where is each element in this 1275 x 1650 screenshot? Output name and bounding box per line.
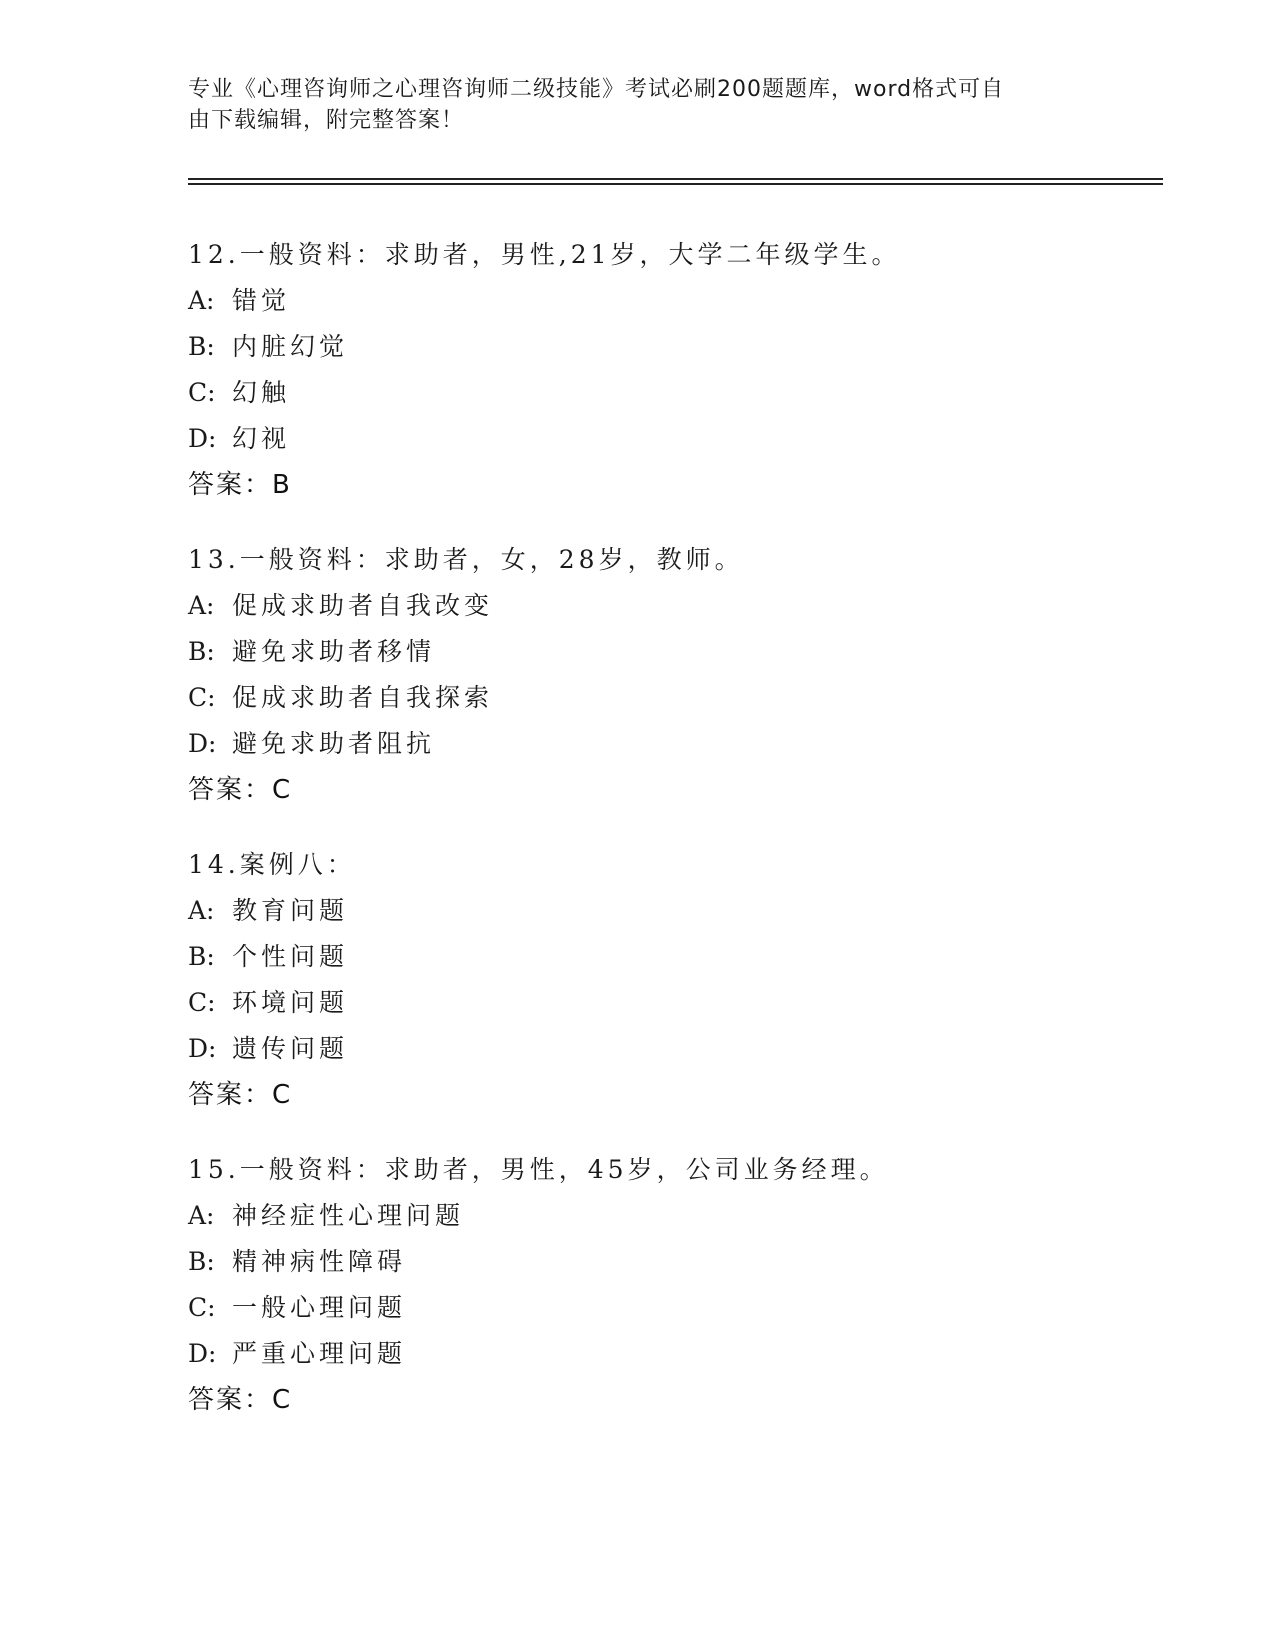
option-a	[188, 583, 1168, 629]
question-stem: 12.一般资料：求助者，男性,21岁，大学二年级学生。	[188, 240, 901, 269]
option-b	[188, 1239, 1168, 1285]
option-a	[188, 1193, 1168, 1239]
option-letter: A:	[188, 896, 215, 925]
option-text: 避免求助者阻抗	[232, 729, 436, 758]
header-line-1: 专业《心理咨询师之心理咨询师二级技能》考试必刷200题题库，word格式可自	[188, 77, 1005, 102]
option-b	[188, 629, 1168, 675]
option-letter: B:	[188, 942, 215, 971]
option-text: 个性问题	[232, 942, 349, 971]
option-text: 避免求助者移情	[232, 637, 436, 666]
option-letter: B:	[188, 1247, 215, 1276]
option-letter: D:	[188, 729, 217, 758]
option-d	[188, 721, 1168, 767]
option-letter: D:	[188, 1034, 217, 1063]
option-c	[188, 675, 1168, 721]
question-stem: 13.一般资料：求助者，女，28岁，教师。	[188, 545, 744, 574]
option-c	[188, 980, 1168, 1026]
option-letter: A:	[188, 286, 215, 315]
option-a	[188, 888, 1168, 934]
option-b	[188, 934, 1168, 980]
option-text: 幻触	[232, 378, 291, 407]
option-letter: D:	[188, 424, 217, 453]
question-stem: 15.一般资料：求助者，男性，45岁，公司业务经理。	[188, 1155, 889, 1184]
document-header	[188, 74, 1068, 136]
option-text: 一般心理问题	[232, 1293, 407, 1322]
header-line-2: 由下载编辑，附完整答案！	[188, 108, 465, 133]
option-text: 幻视	[232, 424, 291, 453]
answer-line: 答案：C	[188, 775, 293, 805]
option-text: 严重心理问题	[232, 1339, 407, 1368]
option-text: 遗传问题	[232, 1034, 349, 1063]
option-b	[188, 324, 1168, 370]
option-d	[188, 416, 1168, 462]
option-text: 内脏幻觉	[232, 332, 349, 361]
question-item	[188, 537, 1168, 813]
option-c	[188, 1285, 1168, 1331]
question-item	[188, 842, 1168, 1118]
option-c	[188, 370, 1168, 416]
answer-line: 答案：B	[188, 470, 292, 500]
option-d	[188, 1331, 1168, 1377]
option-letter: B:	[188, 332, 215, 361]
option-text: 教育问题	[232, 896, 349, 925]
answer-line: 答案：C	[188, 1385, 293, 1415]
header-divider-top	[188, 178, 1163, 180]
header-divider-bottom	[188, 183, 1163, 185]
option-letter: C:	[188, 1293, 216, 1322]
question-list	[188, 232, 1168, 1452]
option-letter: D:	[188, 1339, 217, 1368]
option-a	[188, 278, 1168, 324]
option-text: 神经症性心理问题	[232, 1201, 465, 1230]
answer-line: 答案：C	[188, 1080, 293, 1110]
option-letter: A:	[188, 1201, 215, 1230]
question-item	[188, 232, 1168, 508]
option-letter: B:	[188, 637, 215, 666]
option-text: 精神病性障碍	[232, 1247, 407, 1276]
option-d	[188, 1026, 1168, 1072]
question-item	[188, 1147, 1168, 1423]
option-text: 错觉	[232, 286, 291, 315]
option-text: 促成求助者自我改变	[232, 591, 494, 620]
option-letter: A:	[188, 591, 215, 620]
option-letter: C:	[188, 378, 216, 407]
option-text: 环境问题	[232, 988, 349, 1017]
option-letter: C:	[188, 683, 216, 712]
question-stem: 14.案例八：	[188, 850, 356, 879]
option-letter: C:	[188, 988, 216, 1017]
option-text: 促成求助者自我探索	[232, 683, 494, 712]
